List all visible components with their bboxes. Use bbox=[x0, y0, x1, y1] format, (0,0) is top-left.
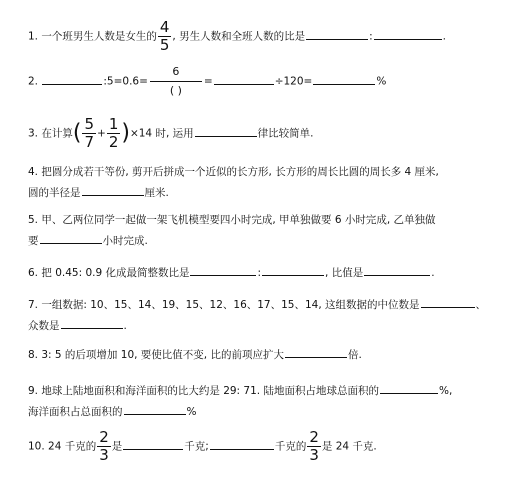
enum-comma: 、 bbox=[475, 299, 487, 311]
answer-blank[interactable] bbox=[306, 28, 368, 40]
fraction-numerator: 2 bbox=[99, 428, 109, 446]
answer-blank[interactable] bbox=[124, 403, 186, 415]
answer-blank[interactable] bbox=[364, 264, 430, 276]
q2-text-2: ÷120= bbox=[274, 75, 313, 88]
fraction-denominator: 3 bbox=[99, 446, 109, 464]
q6-text-2: , 比值是 bbox=[325, 267, 364, 279]
answer-blank[interactable] bbox=[195, 125, 257, 137]
q5-line-1: 5. 甲、乙两位同学一起做一架飞机模型要四小时完成, 甲单独做要 6 小时完成, 乙单独做 bbox=[28, 214, 436, 226]
q10-text-5: 是 24 千克. bbox=[321, 440, 377, 453]
period: . bbox=[431, 267, 435, 279]
answer-blank[interactable] bbox=[374, 28, 442, 40]
answer-blank[interactable] bbox=[123, 438, 183, 450]
question-9 bbox=[28, 382, 452, 420]
answer-blank[interactable] bbox=[82, 184, 144, 196]
q2-number: 2. bbox=[28, 75, 42, 88]
fraction-five-sevenths bbox=[82, 117, 96, 150]
answer-blank[interactable] bbox=[262, 264, 324, 276]
answer-blank[interactable] bbox=[313, 73, 375, 85]
q5-text: 要 bbox=[28, 235, 39, 247]
question-3 bbox=[28, 117, 313, 150]
period: . bbox=[123, 320, 127, 332]
plus-sign: + bbox=[97, 127, 106, 140]
percent-sign: % bbox=[376, 75, 387, 88]
question-10 bbox=[28, 430, 377, 463]
q1-text: 1. 一个班男生人数是女生的 bbox=[28, 30, 157, 43]
q8-text: 8. 3: 5 的后项增加 10, 要使比值不变, 比的前项应扩大 bbox=[28, 349, 284, 361]
q4-text-2: 厘米. bbox=[144, 187, 169, 199]
question-1 bbox=[28, 20, 446, 53]
question-7 bbox=[28, 296, 486, 334]
colon: : bbox=[103, 75, 107, 88]
colon: : bbox=[369, 30, 373, 43]
q10-text-3: 千克; bbox=[184, 440, 209, 453]
q2-text: 5=0.6= bbox=[106, 75, 148, 88]
q4-line-2 bbox=[28, 184, 439, 201]
q5-line-2 bbox=[28, 232, 436, 249]
answer-blank[interactable] bbox=[214, 73, 274, 85]
fraction-blank bbox=[150, 64, 202, 99]
q9-text-2: 海洋面积占总面积的 bbox=[28, 406, 123, 418]
fraction-denominator: 5 bbox=[159, 36, 170, 54]
answer-blank[interactable] bbox=[61, 317, 123, 329]
q7-text: 7. 一组数据: 10、15、14、19、15、12、16、17、15、14, 这组数据的中位数是 bbox=[28, 299, 420, 311]
q8-text-2: 倍. bbox=[347, 349, 362, 361]
fraction-numerator: 1 bbox=[108, 115, 119, 133]
answer-blank[interactable] bbox=[210, 438, 274, 450]
equals: = bbox=[203, 75, 213, 88]
question-5 bbox=[28, 212, 436, 249]
q5-text-2: 小时完成. bbox=[102, 235, 148, 247]
q7-line-2 bbox=[28, 317, 486, 334]
q6-text: 6. 把 0.45: 0.9 化成最简整数比是 bbox=[28, 267, 190, 279]
answer-blank[interactable] bbox=[40, 232, 102, 244]
fraction-denominator: 3 bbox=[309, 446, 319, 464]
q3-text: 3. 在计算 bbox=[28, 127, 73, 140]
q3-text-2: ×14 时, 运用 bbox=[129, 127, 194, 140]
q7-text-2: 众数是 bbox=[28, 320, 60, 332]
q7-line-1 bbox=[28, 296, 486, 313]
q9-line-2 bbox=[28, 403, 452, 420]
q9-line-1 bbox=[28, 382, 452, 399]
answer-blank[interactable] bbox=[285, 346, 347, 358]
period: . bbox=[442, 30, 446, 43]
q10-text-2: 是 bbox=[111, 440, 123, 453]
answer-blank[interactable] bbox=[190, 264, 256, 276]
fraction-denominator: 2 bbox=[108, 133, 119, 151]
fraction-numerator: 5 bbox=[84, 115, 94, 133]
answer-blank[interactable] bbox=[42, 73, 102, 85]
fraction-denominator: 7 bbox=[84, 133, 94, 151]
close-paren: ) bbox=[121, 120, 130, 146]
percent-sign: % bbox=[186, 406, 197, 418]
percent-sign: %, bbox=[438, 385, 453, 397]
answer-blank[interactable] bbox=[380, 382, 438, 394]
open-paren: ( bbox=[72, 120, 82, 146]
q1-text-2: , 男生人数和全班人数的比是 bbox=[172, 30, 306, 43]
fraction-numerator: 6 bbox=[150, 64, 202, 82]
q4-line-1: 4. 把圆分成若干等份, 剪开后拼成一个近似的长方形, 长方形的周长比圆的周长多 4 厘米, bbox=[28, 166, 439, 178]
fraction-numerator: 2 bbox=[309, 428, 319, 446]
fraction-two-thirds bbox=[307, 430, 321, 463]
answer-blank[interactable] bbox=[421, 296, 475, 308]
question-8 bbox=[28, 346, 362, 363]
fraction-two-thirds bbox=[97, 430, 111, 463]
fraction-one-half bbox=[107, 117, 121, 150]
question-6 bbox=[28, 264, 435, 281]
question-4 bbox=[28, 164, 439, 201]
q10-text: 10. 24 千克的 bbox=[28, 440, 97, 453]
colon: : bbox=[257, 267, 262, 279]
q4-text: 圆的半径是 bbox=[28, 187, 81, 199]
fraction-numerator: 4 bbox=[159, 18, 170, 36]
question-2 bbox=[28, 64, 386, 99]
q3-text-3: 律比较简单. bbox=[257, 127, 314, 140]
fraction-four-fifths bbox=[158, 20, 172, 53]
q10-text-4: 千克的 bbox=[274, 440, 307, 453]
fraction-denominator-blank[interactable]: ( ) bbox=[169, 84, 182, 97]
q9-text: 9. 地球上陆地面积和海洋面积的比大约是 29: 71. 陆地面积占地球总面积的 bbox=[28, 385, 379, 397]
